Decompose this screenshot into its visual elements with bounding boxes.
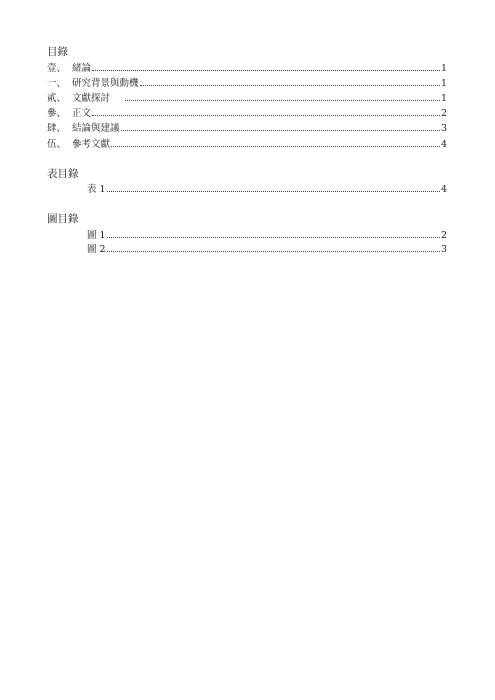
figure-entry-page: 2 <box>440 230 447 241</box>
table-entry-label: 表 1 <box>87 184 106 195</box>
dot-leader <box>107 191 440 192</box>
toc-entry-title: 緒論 <box>72 63 92 74</box>
figure-entry-label: 圖 1 <box>87 230 106 241</box>
toc-entry[interactable] <box>47 107 447 120</box>
dot-leader <box>107 237 440 238</box>
toc-entry[interactable] <box>47 138 447 151</box>
toc-entry-page: 4 <box>440 139 447 150</box>
toc-entry-number: 參、 <box>47 108 67 119</box>
toc-entry-number: 貳、 <box>47 93 67 104</box>
dot-leader <box>107 251 440 252</box>
dot-leader <box>92 70 440 71</box>
toc-entry[interactable] <box>47 77 447 90</box>
toc-entry-number: 伍、 <box>47 139 67 150</box>
figure-list-heading: 圖目錄 <box>47 213 79 225</box>
toc-entry-page: 3 <box>440 123 447 134</box>
dot-leader <box>92 115 440 116</box>
table-entry-page: 4 <box>440 184 447 195</box>
toc-heading: 目錄 <box>47 46 68 58</box>
figure-entry[interactable] <box>87 229 447 242</box>
toc-entry-number: 一、 <box>47 78 67 89</box>
dot-leader <box>125 100 440 101</box>
figure-entry-page: 3 <box>440 244 447 255</box>
toc-entry-page: 1 <box>440 93 447 104</box>
figure-entry[interactable] <box>87 243 447 256</box>
toc-entry-title: 正文 <box>72 108 92 119</box>
toc-entry-page: 2 <box>440 108 447 119</box>
toc-entry-title: 研究背景與動機 <box>72 78 139 89</box>
toc-entry-number: 肆、 <box>47 123 67 134</box>
toc-entry[interactable] <box>47 122 447 135</box>
toc-entry[interactable] <box>47 92 447 105</box>
toc-entry-title: 結論與建議 <box>72 123 120 134</box>
toc-entry-page: 1 <box>440 78 447 89</box>
table-entry[interactable] <box>87 183 447 196</box>
table-list-heading: 表目錄 <box>47 168 79 180</box>
toc-entry-title: 參考文獻 <box>72 139 111 150</box>
toc-entry-title: 文獻探討 <box>72 93 111 104</box>
dot-leader <box>121 130 440 131</box>
dot-leader <box>111 146 440 147</box>
dot-leader <box>140 85 440 86</box>
toc-entry-number: 壹、 <box>47 63 67 74</box>
toc-entry[interactable] <box>47 62 447 75</box>
figure-entry-label: 圖 2 <box>87 244 106 255</box>
toc-entry-page: 1 <box>440 63 447 74</box>
